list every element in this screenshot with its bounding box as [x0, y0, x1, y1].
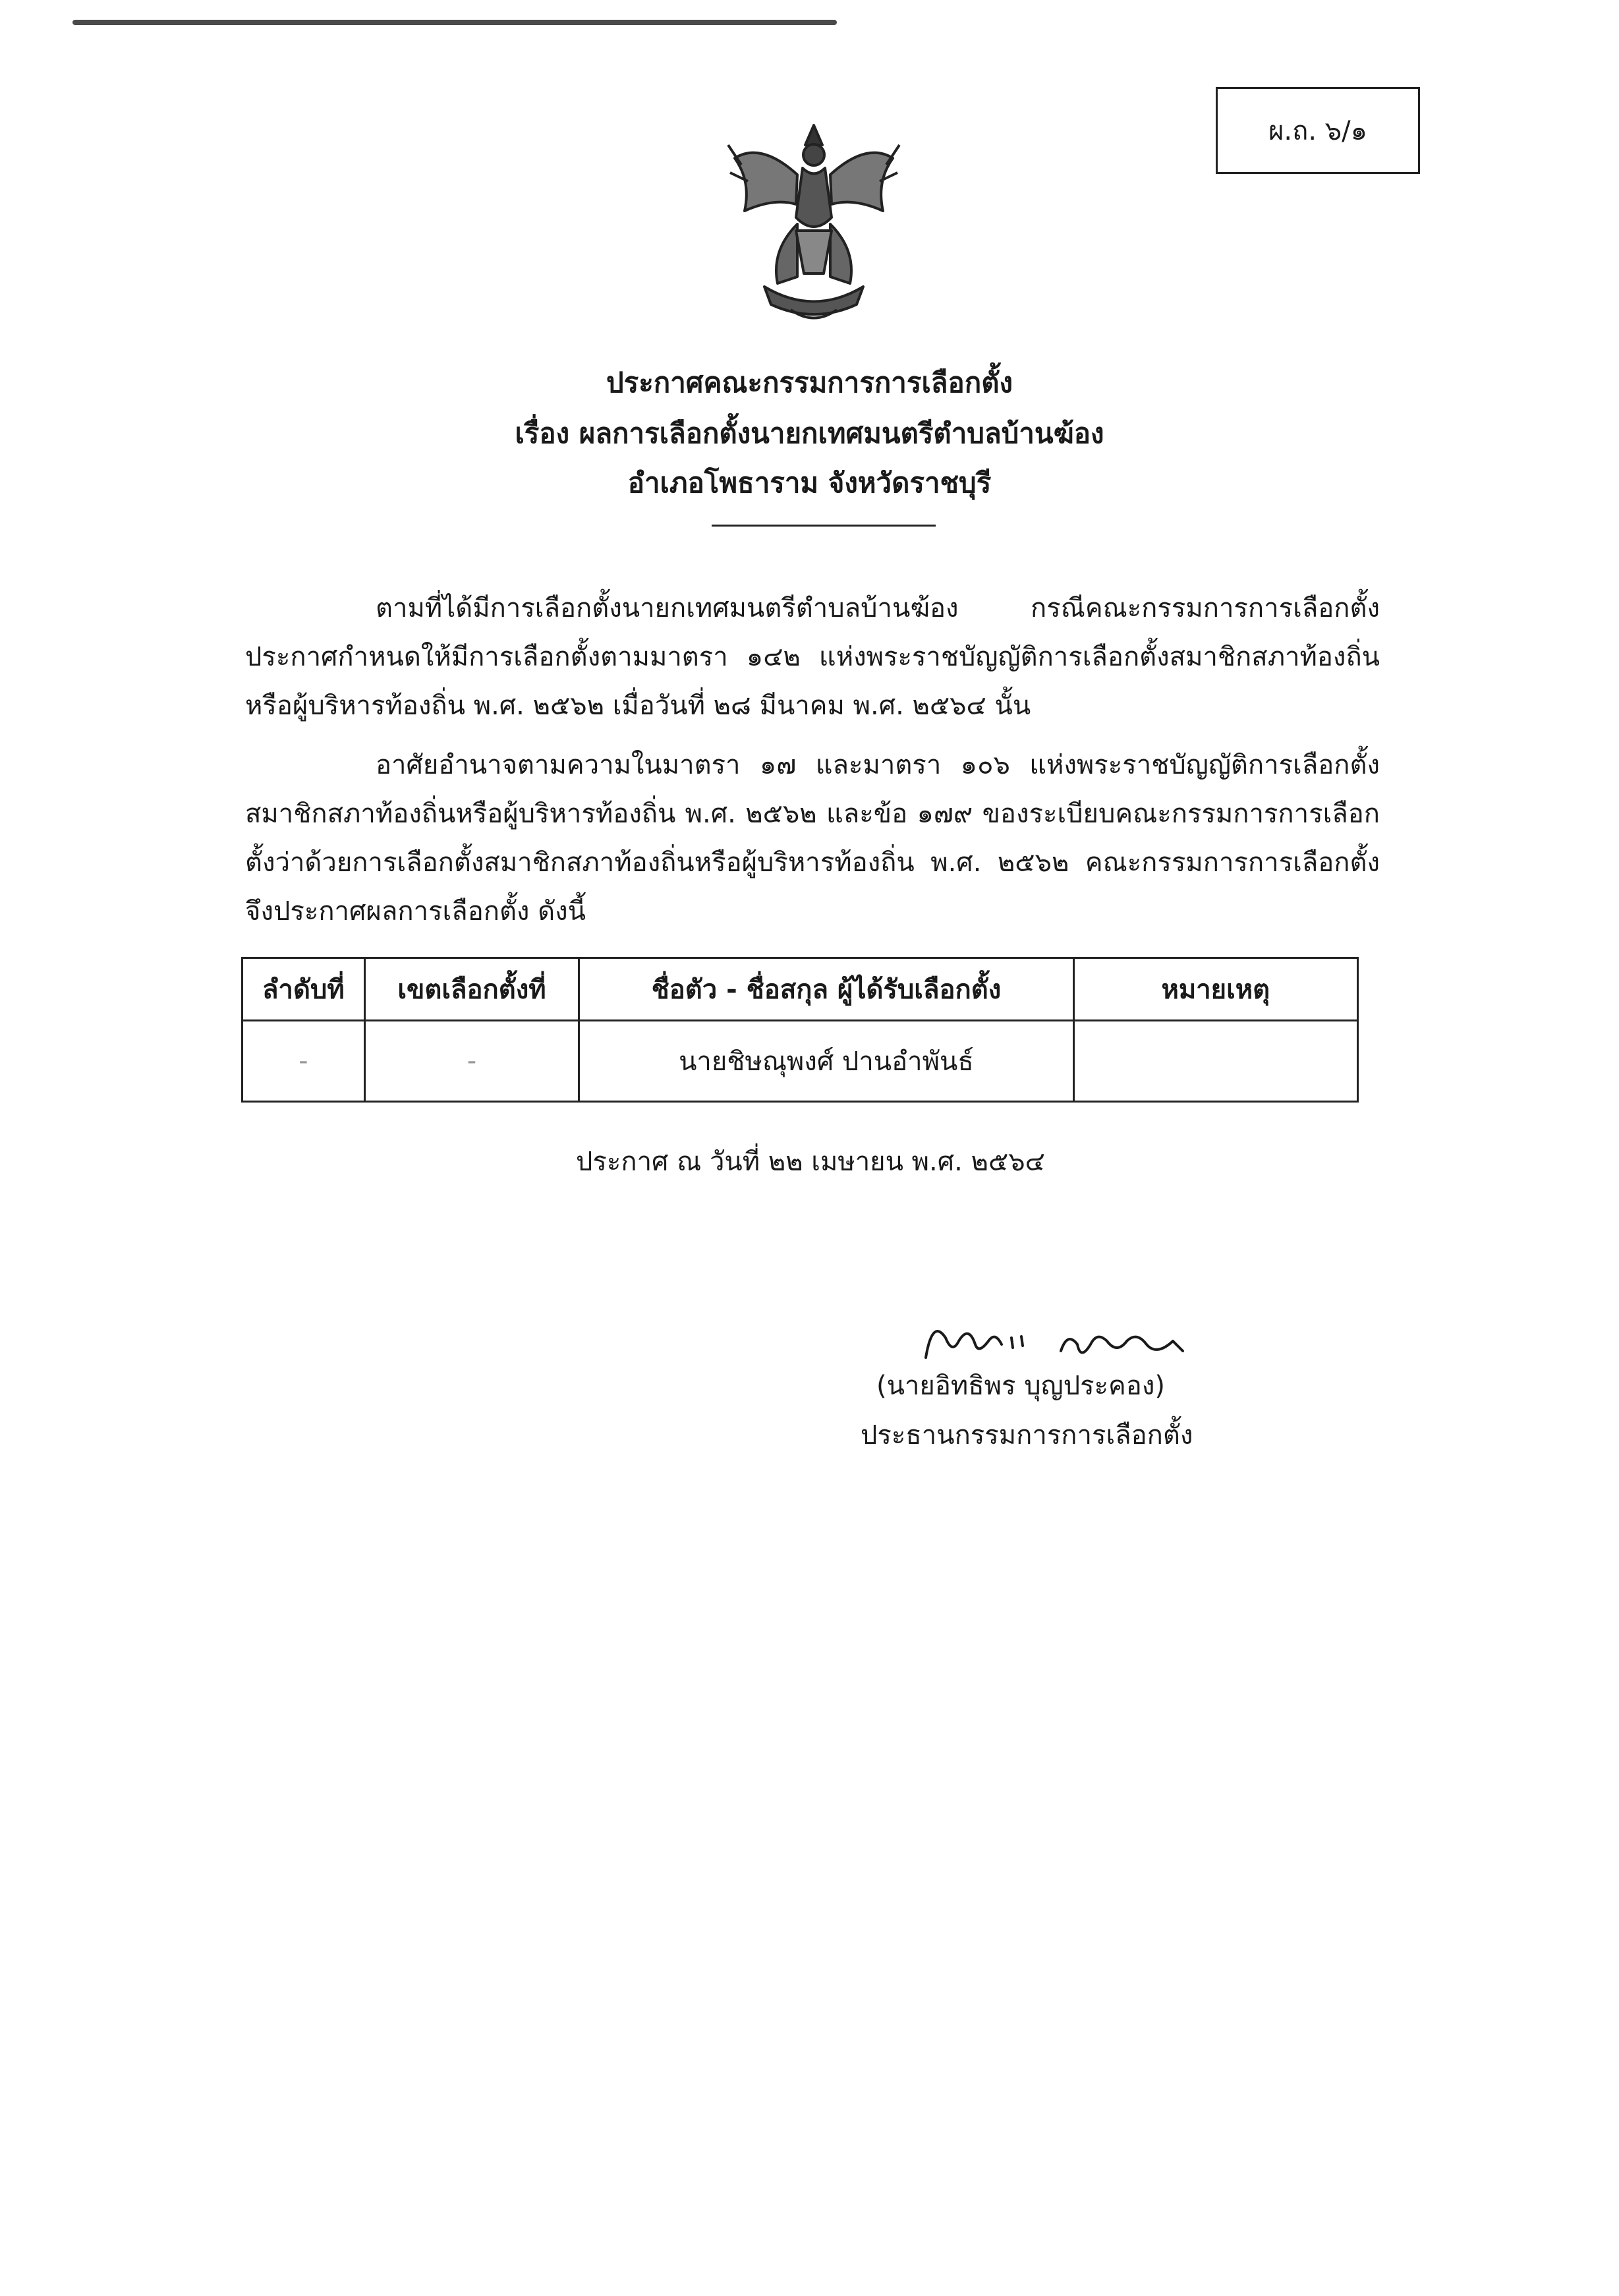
cell-order: -	[242, 1021, 365, 1102]
scan-edge-mark	[72, 20, 837, 25]
garuda-emblem-icon	[725, 119, 903, 330]
cell-elected-name: นายชิษณุพงศ์ ปานอำพันธ์	[579, 1021, 1073, 1102]
col-header-remarks: หมายเหตุ	[1073, 958, 1357, 1021]
results-table	[241, 957, 1359, 1103]
paragraph-1-text: ตามที่ได้มีการเลือกตั้งนายกเทศมนตรีตำบลบ้านฆ้อง กรณีคณะกรรมการการเลือกตั้งประกาศกำหนดให้มีการเลือกตั้งตามมาตรา ๑๔๒ แห่งพระราชบัญญัติการเลือกตั้งสมาชิกสภาท้องถิ่นหรือผู้บริหารท้องถิ่น พ.ศ. ๒๕๖๒ เมื่อวันที่ ๒๘ มีนาคม พ.ศ. ๒๕๖๔ นั้น	[245, 593, 1380, 721]
col-header-order: ลำดับที่	[242, 958, 365, 1021]
header-divider	[712, 525, 936, 527]
form-code: ผ.ถ. ๖/๑	[1268, 116, 1368, 146]
body-paragraph-2	[245, 741, 1380, 936]
body-paragraph-1	[245, 584, 1380, 730]
header-line-1: ประกาศคณะกรรมการการเลือกตั้ง	[606, 366, 1013, 399]
announcement-date: ประกาศ ณ วันที่ ๒๒ เมษายน พ.ศ. ๒๕๖๔	[576, 1147, 1045, 1177]
form-code-box	[1216, 87, 1420, 174]
signer-title: ประธานกรรมการการเลือกตั้ง	[861, 1420, 1193, 1450]
header-line-3: อำเภอโพธาราม จังหวัดราชบุรี	[627, 467, 992, 499]
cell-remarks	[1073, 1021, 1357, 1102]
header-line-2: เรื่อง ผลการเลือกตั้งนายกเทศมนตรีตำบลบ้านฆ้อง	[515, 417, 1104, 449]
paragraph-2-text: อาศัยอำนาจตามความในมาตรา ๑๗ และมาตรา ๑๐๖ แห่งพระราชบัญญัติการเลือกตั้งสมาชิกสภาท้องถิ่นหรือผู้บริหารท้องถิ่น พ.ศ. ๒๕๖๒ และข้อ ๑๗๙ ของระเบียบคณะกรรมการการเลือกตั้งว่าด้วยการเลือกตั้งสมาชิกสภาท้องถิ่นหรือผู้บริหารท้องถิ่น พ.ศ. ๒๕๖๒ คณะกรรมการการเลือกตั้งจึงประกาศผลการเลือกตั้ง ดังนี้	[245, 750, 1380, 927]
col-header-elected-name: ชื่อตัว - ชื่อสกุล ผู้ได้รับเลือกตั้ง	[579, 958, 1073, 1021]
table-row	[242, 1021, 1358, 1102]
signer-name: (นายอิทธิพร บุญประคอง)	[876, 1371, 1165, 1401]
cell-constituency: -	[364, 1021, 579, 1102]
table-header-row	[242, 958, 1358, 1021]
col-header-constituency: เขตเลือกตั้งที่	[364, 958, 579, 1021]
